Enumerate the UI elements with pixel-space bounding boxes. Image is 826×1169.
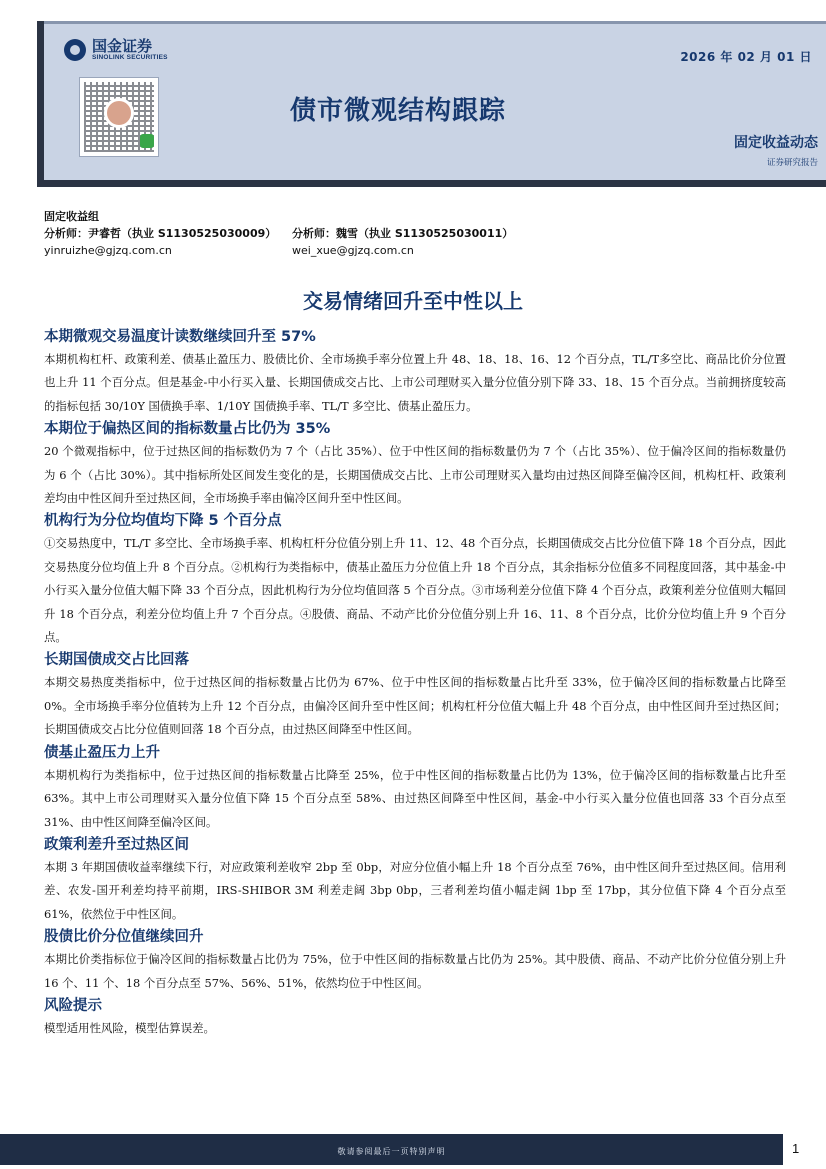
section-risk-warning xyxy=(44,995,786,1040)
report-category: 固定收益动态 xyxy=(734,135,818,151)
report-type: 证券研究报告 xyxy=(766,158,818,168)
footer-disclaimer-note: 敬请参阅最后一页特别声明 xyxy=(337,1147,446,1156)
logo-icon xyxy=(64,39,86,61)
section-text: 本期机构行为类指标中，位于过热区间的指标数量占比降至 25%，位于中性区间的指标数量占比仍为 13%，位于偏冷区间的指标数量占比升至 63%。其中上市公司理财买入量分位值下降 15 个百分点至 58%、由过热区间降至中性区间，基金-中小行买入量分位值也回落 33 个百分点至 31%、由中性区间降至偏冷区间。 xyxy=(44,767,786,829)
analyst-2: 分析师：魏雪（执业 S1130525030011） xyxy=(292,227,514,240)
section-heading: 风险提示 xyxy=(44,997,102,1014)
section-text: 本期交易热度类指标中，位于过热区间的指标数量占比仍为 67%、位于中性区间的指标数量占比升至 33%，位于偏冷区间的指标数量占比降至 0%。全市场换手率分位值转为上升 12 个百分点，由偏冷区间升至中性区间；机构杠杆分位值大幅上升 48 个百分点，由中性区间升至过热区间；长期国债成交占比分位值则回落 18 个百分点，由过热区间降至中性区间。 xyxy=(44,675,786,737)
section-stock-bond-ratio xyxy=(44,926,786,995)
report-body xyxy=(44,326,786,1040)
section-heading: 本期微观交易温度计读数继续回升至 57% xyxy=(44,329,316,345)
document-title: 交易情绪回升至中性以上 xyxy=(303,289,523,313)
analyst-1-email[interactable]: yinruizhe@gjzq.com.cn xyxy=(44,244,172,257)
section-hot-ratio xyxy=(44,418,786,510)
qr-code-icon xyxy=(79,77,159,157)
qr-center-badge-icon xyxy=(104,98,134,128)
analyst-2-email[interactable]: wei_xue@gjzq.com.cn xyxy=(292,244,414,257)
section-heading: 债基止盈压力上升 xyxy=(44,744,160,761)
header-stripe xyxy=(44,21,826,24)
section-long-bond-turnover xyxy=(44,649,786,741)
section-heading: 长期国债成交占比回落 xyxy=(44,652,189,669)
brand-name-en: SINOLINK SECURITIES xyxy=(92,54,168,61)
analyst-info xyxy=(44,208,804,259)
section-thermometer xyxy=(44,326,786,418)
brand-name-cn: 国金证券 xyxy=(92,37,153,55)
wechat-icon xyxy=(140,134,154,148)
section-text: 本期机构杠杆、政策利差、债基止盈压力、股债比价、全市场换手率分位置上升 48、18、18、16、12 个百分点，TL/T多空比、商品比价分位置也上升 11 个百分点。但是基金-中小行买入量、长期国债成交占比、上市公司理财买入量分位值分别下降 33、18、15 个百分点。当前拥挤度较高的指标包括 30/10Y 国债换手率、1/10Y 国债换手率、TL/T 多空比、债基止盈压力。 xyxy=(44,352,786,413)
section-text: ①交易热度中，TL/T 多空比、全市场换手率、机构杠杆分位值分别上升 11、12、48 个百分点，长期国债成交占比分位值下降 18 个百分点，因此交易热度分位均值上升 8 个百分点。②机构行为类指标中，债基止盈压力分位值上升 18 个百分点，其余指标分位值多不同程度回落，其中基金-中小行买入量分位值大幅下降 33 个百分点，因此机构行为分位均值回落 5 个百分点。③市场利差分位值下降 4 个百分点，政策利差分位值则大幅回升 18 个百分点，利差分位均值上升 7 个百分点。④股债、商品、不动产比价分位值分别上升 16、11、8 个百分点，比价分位均值上升 9 个百分点。 xyxy=(44,536,786,645)
team-name: 固定收益组 xyxy=(44,210,99,223)
analyst-1: 分析师：尹睿哲（执业 S1130525030009） xyxy=(44,227,277,240)
section-heading: 机构行为分位均值均下降 5 个百分点 xyxy=(44,513,282,530)
section-heading: 股债比价分位值继续回升 xyxy=(44,929,204,946)
report-series-title: 债市微观结构跟踪 xyxy=(290,96,507,126)
section-text: 20 个微观指标中，位于过热区间的指标数仍为 7 个（占比 35%）、位于中性区间的指标数量仍为 7 个（占比 35%）、位于偏冷区间的指标数量仍为 6 个（占比 30%）。其中指标所处区间发生变化的是，长期国债成交占比、上市公司理财买入量均由过热区间降至偏冷区间，机构杠杆、政策利差均由中性区间升至过热区间，全市场换手率由偏冷区间升至中性区间。 xyxy=(44,444,786,506)
section-policy-spread xyxy=(44,834,786,926)
section-heading: 本期位于偏热区间的指标数量占比仍为 35% xyxy=(44,421,331,438)
report-date: 2026 年 02 月 01 日 xyxy=(680,50,812,64)
section-text: 本期比价类指标位于偏冷区间的指标数量占比仍为 75%，位于中性区间的指标数量占比仍为 25%。其中股债、商品、不动产比价分位值分别上升 16 个、11 个、18 个百分点至 57%、56%、51%，依然均位于中性区间。 xyxy=(44,952,786,990)
section-bond-fund-pressure xyxy=(44,742,786,834)
section-heading: 政策利差升至过热区间 xyxy=(44,836,189,853)
page-number: 1 xyxy=(792,1141,800,1156)
section-text: 模型适用性风险，模型估算误差。 xyxy=(44,1020,215,1035)
section-text: 本期 3 年期国债收益率继续下行，对应政策利差收窄 2bp 至 0bp，对应分位值小幅上升 18 个百分点至 76%，由中性区间升至过热区间。信用利差、农发-国开利差均持平前期，IRS-SHIBOR 3M 利差走阔 3bp 0bp，三者利差均值小幅走阔 1bp 至 17bp，其分位值下降 4 个百分点至 61%，依然位于中性区间。 xyxy=(44,859,786,921)
section-institution-behavior xyxy=(44,510,786,649)
brand-logo xyxy=(64,38,168,61)
